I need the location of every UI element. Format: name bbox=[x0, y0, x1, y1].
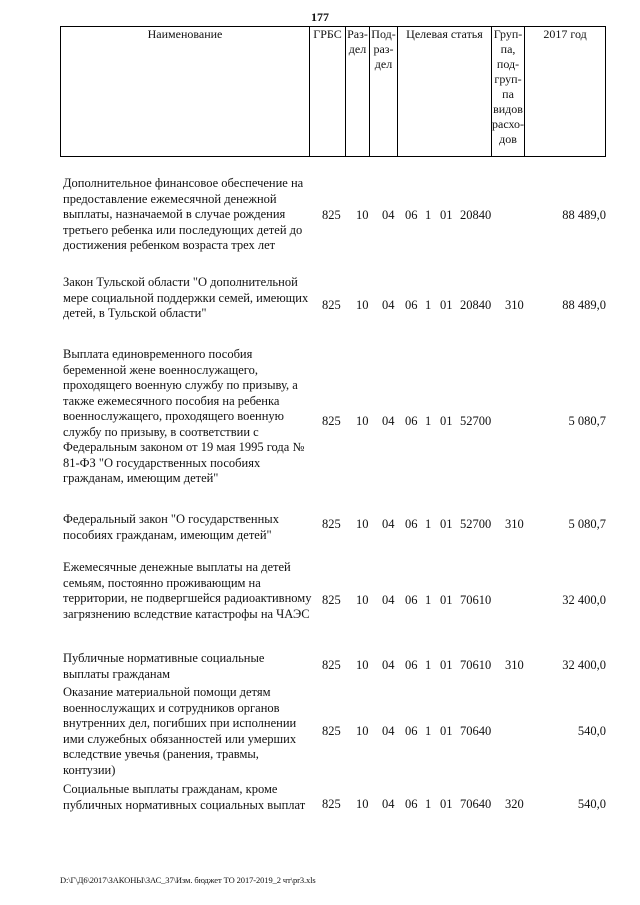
header-podrazdel: Под- раз- дел bbox=[370, 27, 398, 157]
subprogram-cell: 1 bbox=[425, 797, 432, 811]
main-event-cell: 01 bbox=[440, 517, 453, 531]
program-cell: 06 bbox=[405, 593, 418, 607]
direction-code-cell: 70610 bbox=[460, 658, 492, 672]
main-event-cell: 01 bbox=[440, 797, 453, 811]
podrazdel-cell: 04 bbox=[382, 208, 395, 222]
header-year: 2017 год bbox=[525, 27, 606, 157]
amount-cell: 32 400,0 bbox=[562, 658, 606, 672]
grbs-cell: 825 bbox=[322, 593, 341, 607]
grbs-cell: 825 bbox=[322, 797, 341, 811]
program-cell: 06 bbox=[405, 208, 418, 222]
subprogram-cell: 1 bbox=[425, 658, 432, 672]
main-event-cell: 01 bbox=[440, 724, 453, 738]
main-event-cell: 01 bbox=[440, 298, 453, 312]
row-name: Дополнительное финансовое обеспечение на предоставление ежемесячной денежной выплаты, назначаемой в случае рождения третьего ребенка или последующих детей до достижения ребенком возраста трех лет bbox=[63, 176, 304, 252]
main-event-cell: 01 bbox=[440, 658, 453, 672]
amount-cell: 5 080,7 bbox=[568, 517, 606, 531]
footer-file-path: D:\Г\Д6\2017\ЗАКОНЫ\ЗАС_37\Изм. бюджет ТО 2017-2019_2 чт\pr3.xls bbox=[60, 875, 316, 885]
podrazdel-cell: 04 bbox=[382, 298, 395, 312]
expense-type-cell: 320 bbox=[505, 797, 524, 811]
direction-code-cell: 70610 bbox=[460, 593, 492, 607]
row-name: Федеральный закон "О государственных пособиях гражданам, имеющим детей" bbox=[63, 512, 279, 542]
podrazdel-cell: 04 bbox=[382, 593, 395, 607]
razdel-cell: 10 bbox=[356, 797, 369, 811]
direction-code-cell: 52700 bbox=[460, 517, 492, 531]
program-cell: 06 bbox=[405, 797, 418, 811]
direction-code-cell: 70640 bbox=[460, 797, 492, 811]
razdel-cell: 10 bbox=[356, 724, 369, 738]
row-name: Социальные выплаты гражданам, кроме публичных нормативных социальных выплат bbox=[63, 782, 306, 812]
amount-cell: 540,0 bbox=[577, 724, 606, 738]
grbs-cell: 825 bbox=[322, 658, 341, 672]
razdel-cell: 10 bbox=[356, 208, 369, 222]
podrazdel-cell: 04 bbox=[382, 797, 395, 811]
row-name: Ежемесячные денежные выплаты на детей семьям, постоянно проживающим на территории, не подвергшейся радиоактивному загрязнению вследствие катастрофы на ЧАЭС bbox=[63, 560, 312, 621]
amount-cell: 88 489,0 bbox=[562, 208, 606, 222]
amount-cell: 32 400,0 bbox=[562, 593, 606, 607]
subprogram-cell: 1 bbox=[425, 593, 432, 607]
razdel-cell: 10 bbox=[356, 593, 369, 607]
direction-code-cell: 70640 bbox=[460, 724, 492, 738]
page-number: 177 bbox=[311, 10, 329, 24]
grbs-cell: 825 bbox=[322, 517, 341, 531]
subprogram-cell: 1 bbox=[425, 298, 432, 312]
main-event-cell: 01 bbox=[440, 208, 453, 222]
amount-cell: 540,0 bbox=[577, 797, 606, 811]
grbs-cell: 825 bbox=[322, 724, 341, 738]
header-razdel: Раз- дел bbox=[346, 27, 370, 157]
table-header bbox=[60, 26, 606, 157]
subprogram-cell: 1 bbox=[425, 208, 432, 222]
grbs-cell: 825 bbox=[322, 298, 341, 312]
amount-cell: 5 080,7 bbox=[568, 414, 606, 428]
program-cell: 06 bbox=[405, 724, 418, 738]
row-name: Закон Тульской области "О дополнительной мере социальной поддержки семей, имеющих детей, в Тульской области" bbox=[63, 275, 309, 320]
header-group: Груп- па, под- груп- па видов расхо- дов bbox=[492, 27, 525, 157]
grbs-cell: 825 bbox=[322, 414, 341, 428]
main-event-cell: 01 bbox=[440, 593, 453, 607]
direction-code-cell: 20840 bbox=[460, 208, 492, 222]
razdel-cell: 10 bbox=[356, 658, 369, 672]
podrazdel-cell: 04 bbox=[382, 517, 395, 531]
razdel-cell: 10 bbox=[356, 517, 369, 531]
subprogram-cell: 1 bbox=[425, 517, 432, 531]
header-target: Целевая статья bbox=[398, 27, 492, 157]
expense-type-cell: 310 bbox=[505, 298, 524, 312]
podrazdel-cell: 04 bbox=[382, 658, 395, 672]
razdel-cell: 10 bbox=[356, 414, 369, 428]
row-name: Оказание материальной помощи детям военнослужащих и сотрудников органов внутренних дел, погибших при исполнении ими служебных обязанностей или умерших вследствие увечья (ранения, травмы, контузии) bbox=[63, 685, 297, 777]
program-cell: 06 bbox=[405, 298, 418, 312]
podrazdel-cell: 04 bbox=[382, 724, 395, 738]
row-name: Выплата единовременного пособия беременной жене военнослужащего, проходящего военную службу по призыву, а также ежемесячного пособия на ребенка военнослужащего, проходящего военную службу по призыву, в соответствии с Федеральным законом от 19 мая 1995 года № 81-ФЗ "О государственных пособиях гражданам, имеющим детей" bbox=[63, 347, 305, 485]
amount-cell: 88 489,0 bbox=[562, 298, 606, 312]
subprogram-cell: 1 bbox=[425, 724, 432, 738]
grbs-cell: 825 bbox=[322, 208, 341, 222]
direction-code-cell: 52700 bbox=[460, 414, 492, 428]
row-name: Публичные нормативные социальные выплаты гражданам bbox=[63, 651, 265, 681]
program-cell: 06 bbox=[405, 658, 418, 672]
razdel-cell: 10 bbox=[356, 298, 369, 312]
header-grbs: ГРБС bbox=[310, 27, 346, 157]
header-name: Наименование bbox=[61, 27, 310, 157]
program-cell: 06 bbox=[405, 414, 418, 428]
program-cell: 06 bbox=[405, 517, 418, 531]
subprogram-cell: 1 bbox=[425, 414, 432, 428]
podrazdel-cell: 04 bbox=[382, 414, 395, 428]
direction-code-cell: 20840 bbox=[460, 298, 492, 312]
expense-type-cell: 310 bbox=[505, 517, 524, 531]
expense-type-cell: 310 bbox=[505, 658, 524, 672]
main-event-cell: 01 bbox=[440, 414, 453, 428]
